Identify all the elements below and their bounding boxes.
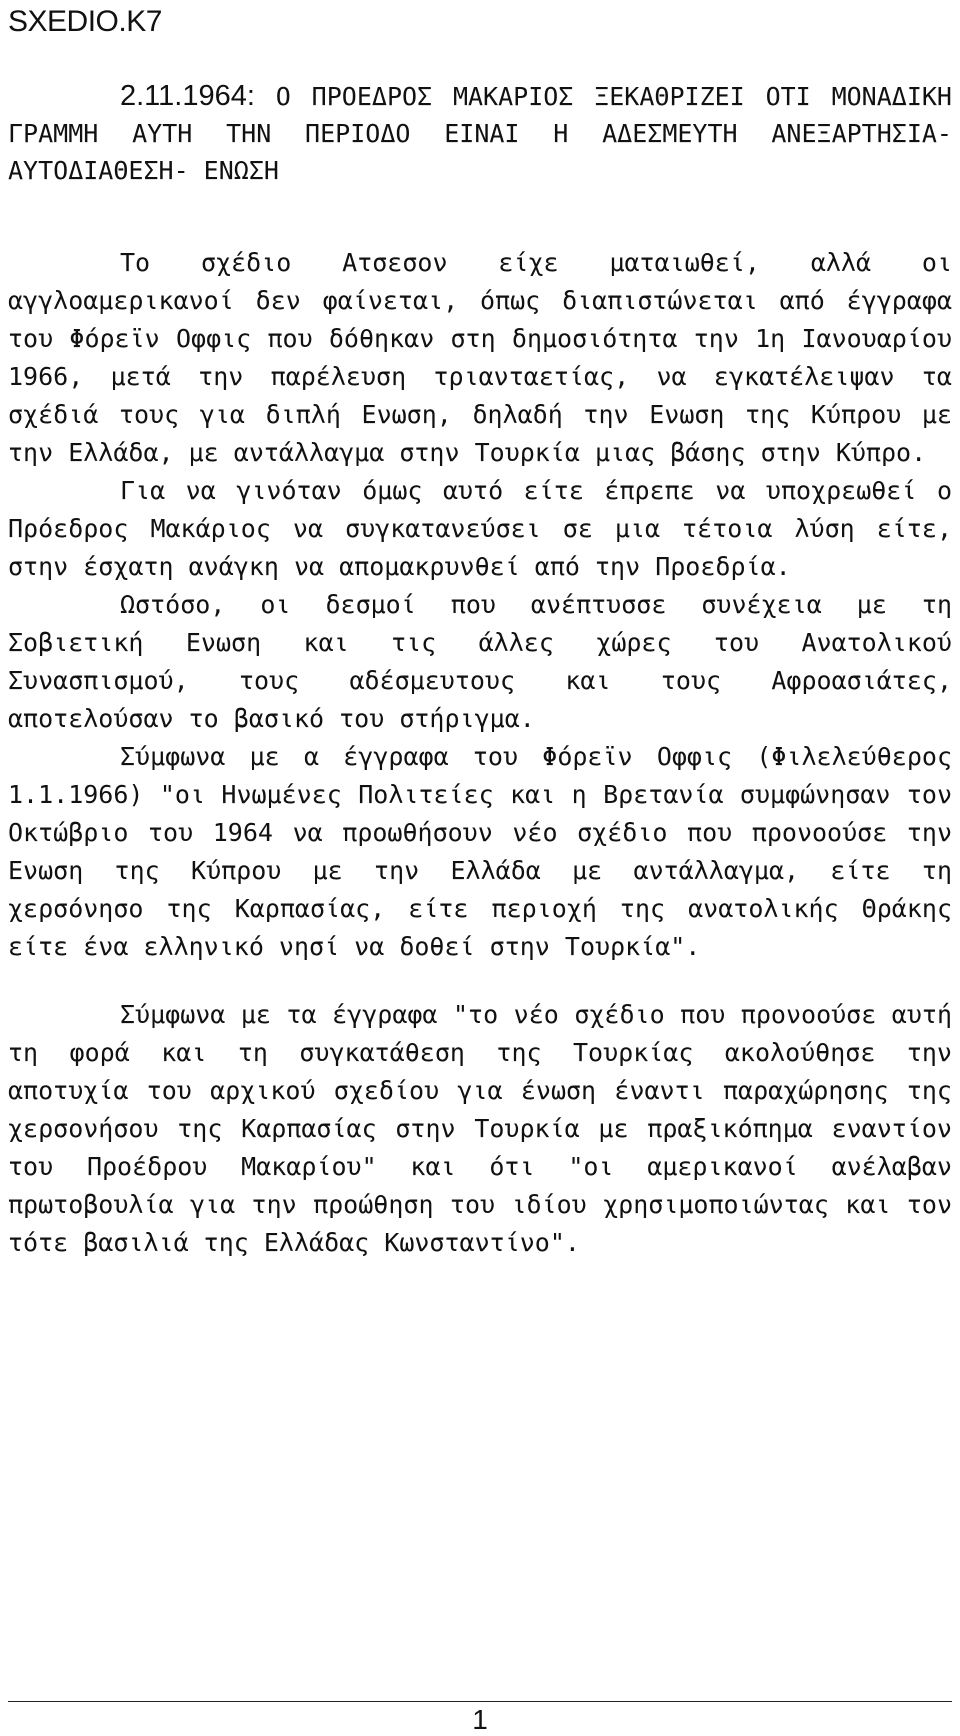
paragraph-2: Για να γινόταν όμως αυτό είτε έπρεπε να υποχρεωθεί ο Πρόεδρος Μακάριος να συγκατανεύσει σε μια τέτοια λύση είτε, στην έσχατη ανάγκη να απομακρυνθεί από την Προεδρία. [8, 476, 952, 581]
paragraph-4: Σύμφωνα με α έγγραφα του Φόρεϊν Οφφις (Φιλελεύθερος 1.1.1966) "οι Ηνωμένες Πολιτείες και η Βρετανία συμφώνησαν τον Οκτώβριο του 1964 να προωθήσουν νέο σχέδιο που προνοούσε την Ενωση της Κύπρου με την Ελλάδα με αντάλλαγμα, είτε τη χερσόνησο της Καρπασίας, είτε περιοχή της ανατολικής Θράκης είτε ένα ελληνικό νησί να δοθεί στην Τουρκία". [8, 742, 952, 961]
paragraph-5: Σύμφωνα με τα έγγραφα "το νέο σχέδιο που προνοούσε αυτή τη φορά και τη συγκατάθεση της Τουρκίας ακολούθησε την αποτυχία του αρχικού σχεδίου για ένωση έναντι παραχώρησης της χερσονήσου της Καρπασίας στην Τουρκία με πραξικόπημα εναντίον του Προέδρου Μακαρίου" και ότι "οι αμερικανοί ανέλαβαν πρωτοβουλία για την προώθηση του ιδίου χρησιμοποιώντας και τον τότε βασιλιά της Ελλάδας Κωνσταντίνο". [8, 1000, 952, 1257]
page-number: 1 [472, 1704, 488, 1735]
document-code: SXEDIO.K7 [8, 5, 162, 38]
document-title [8, 78, 952, 189]
paragraph-1: Το σχέδιο Ατσεσον είχε ματαιωθεί, αλλά οι αγγλοαμερικανοί δεν φαίνεται, όπως διαπιστώνεται από έγγραφα του Φόρεϊν Οφφις που δόθηκαν στη δημοσιότητα την 1η Ιανουαρίου 1966, μετά την παρέλευση τριανταετίας, να εγκατέλειψαν τα σχέδιά τους για διπλή Ενωση, δηλαδή την Ενωση της Κύπρου με την Ελλάδα, με αντάλλαγμα στην Τουρκία μιας βάσης στην Κύπρο. [8, 248, 952, 467]
title-date: 2.11.1964: [120, 80, 255, 112]
footer-divider [8, 1701, 952, 1702]
paragraph-3: Ωστόσο, οι δεσμοί που ανέπτυσσε συνέχεια με τη Σοβιετική Ενωση και τις άλλες χώρες του Ανατολικού Συνασπισμού, τους αδέσμευτους και τους Αφροασιάτες, αποτελούσαν το βασικό του στήριγμα. [8, 590, 952, 733]
title-text: Ο ΠΡΟΕΔΡΟΣ ΜΑΚΑΡΙΟΣ ΞΕΚΑΘΡΙΖΕΙ ΟΤΙ ΜΟΝΑΔΙΚΗ ΓΡΑΜΜΗ ΑΥΤΗ ΤΗΝ ΠΕΡΙΟΔΟ ΕΙΝΑΙ Η ΑΔΕΣΜΕΥΤΗ ΑΝΕΞΑΡΤΗΣΙΑ- ΑΥΤΟΔΙΑΘΕΣΗ- ΕΝΩΣΗ [8, 82, 952, 185]
document-body [8, 244, 952, 1262]
